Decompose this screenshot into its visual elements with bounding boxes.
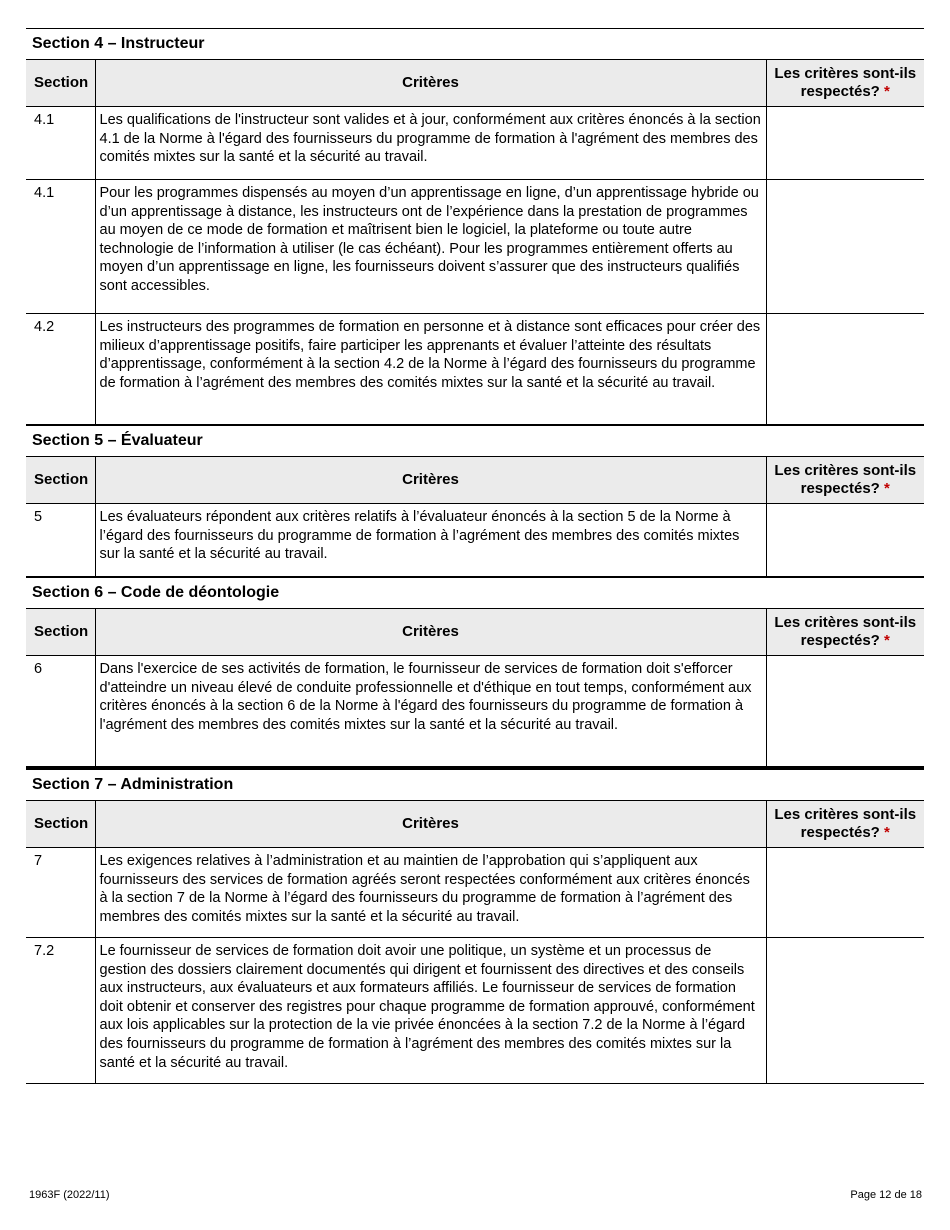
table-row [26, 656, 924, 767]
page-number: Page 12 de 18 [850, 1189, 922, 1201]
criteria-met-cell[interactable] [766, 504, 924, 577]
table-header-row [26, 457, 924, 504]
criteria-met-column-header: Les critères sont-ils respectés? * [766, 60, 924, 107]
section-4-block [26, 28, 924, 425]
required-marker: * [884, 83, 890, 100]
criteria-met-cell[interactable] [766, 848, 924, 938]
table-header-row [26, 609, 924, 656]
criteria-column-header: Critères [95, 609, 766, 656]
criteria-met-cell[interactable] [766, 656, 924, 767]
section-5-block [26, 425, 924, 577]
table-header-row [26, 801, 924, 848]
row-criteria-text: Les évaluateurs répondent aux critères relatifs à l’évaluateur énoncés à la section 5 de la Norme à l’égard des fournisseurs du programme de formation à l’agrément des membres des comités mixtes sur la santé et la sécurité au travail. [95, 504, 766, 577]
criteria-met-cell[interactable] [766, 180, 924, 314]
criteria-met-cell[interactable] [766, 107, 924, 180]
criteria-column-header: Critères [95, 457, 766, 504]
section-column-header: Section [26, 60, 95, 107]
section-title: Section 5 – Évaluateur [26, 425, 924, 456]
section-column-header: Section [26, 609, 95, 656]
criteria-met-column-header: Les critères sont-ils respectés? * [766, 609, 924, 656]
form-identifier: 1963F (2022/11) [29, 1189, 110, 1201]
criteria-table [26, 800, 924, 1084]
row-criteria-text: Pour les programmes dispensés au moyen d’un apprentissage en ligne, d’un apprentissage hybride ou d’un apprentissage à distance, les instructeurs ont de l’expérience dans la prestation de programmes au moyen de ce mode de formation et maîtrisent bien le logiciel, la plateforme ou toute autre technologie de l’information à utiliser (le cas échéant). Pour les programmes entièrement offerts au moyen d’un apprentissage en ligne, les fournisseurs doivent s’assurer que des instructeurs qualifiés sont accessibles. [95, 180, 766, 314]
row-criteria-text: Les instructeurs des programmes de formation en personne et à distance sont efficaces pour créer des milieux d’apprentissage positifs, faire participer les apprenants et évaluer l’atteinte des résultats d’apprentissage, conformément à la section 4.2 de la Norme à l’égard des fournisseurs du programme de formation à l’agrément des membres des comités mixtes sur la santé et la sécurité au travail. [95, 314, 766, 425]
table-row [26, 848, 924, 938]
table-row [26, 938, 924, 1084]
row-section-number: 5 [26, 504, 95, 577]
criteria-met-column-header: Les critères sont-ils respectés? * [766, 801, 924, 848]
criteria-met-cell[interactable] [766, 938, 924, 1084]
criteria-table [26, 456, 924, 577]
section-title: Section 7 – Administration [26, 767, 924, 800]
section-column-header: Section [26, 457, 95, 504]
row-section-number: 6 [26, 656, 95, 767]
section-title: Section 6 – Code de déontologie [26, 577, 924, 608]
table-row [26, 107, 924, 180]
criteria-met-column-header: Les critères sont-ils respectés? * [766, 457, 924, 504]
row-section-number: 4.2 [26, 314, 95, 425]
criteria-table [26, 608, 924, 767]
required-marker: * [884, 632, 890, 649]
criteria-table [26, 59, 924, 425]
row-criteria-text: Les exigences relatives à l’administration et au maintien de l’approbation qui s’appliquent aux fournisseurs des services de formation agréés seront respectées conformément aux critères énoncés à la section 7 de la Norme à l’égard des fournisseurs du programme de formation à l’agrément des membres des comités mixtes sur la santé et la sécurité au travail. [95, 848, 766, 938]
criteria-met-cell[interactable] [766, 314, 924, 425]
criteria-column-header: Critères [95, 801, 766, 848]
section-7-block [26, 767, 924, 1084]
table-header-row [26, 60, 924, 107]
row-section-number: 4.1 [26, 107, 95, 180]
section-6-block [26, 577, 924, 767]
row-criteria-text: Le fournisseur de services de formation doit avoir une politique, un système et un processus de gestion des dossiers clairement documentés qui dirigent et fournissent des directives et des conseils aux instructeurs, aux évaluateurs et aux formateurs affiliés. Le fournisseur de services de formation doit obtenir et conserver des registres pour chaque programme de formation approuvé, conformément aux lois applicables sur la protection de la vie privée énoncées à la section 7.2 de la Norme à l’égard des fournisseurs du programme de formation à l’agrément des membres des comités mixtes sur la santé et la sécurité au travail. [95, 938, 766, 1084]
section-title: Section 4 – Instructeur [26, 28, 924, 59]
section-column-header: Section [26, 801, 95, 848]
row-section-number: 7.2 [26, 938, 95, 1084]
required-marker: * [884, 824, 890, 841]
table-row [26, 504, 924, 577]
required-marker: * [884, 480, 890, 497]
table-row [26, 314, 924, 425]
criteria-column-header: Critères [95, 60, 766, 107]
table-row [26, 180, 924, 314]
row-section-number: 7 [26, 848, 95, 938]
row-criteria-text: Les qualifications de l'instructeur sont valides et à jour, conformément aux critères énoncés à la section 4.1 de la Norme à l'égard des fournisseurs du programme de formation à l'agrément des membres des comités mixtes sur la santé et la sécurité au travail. [95, 107, 766, 180]
row-section-number: 4.1 [26, 180, 95, 314]
row-criteria-text: Dans l'exercice de ses activités de formation, le fournisseur de services de formation doit s'efforcer d'atteindre un niveau élevé de conduite professionnelle et d'éthique en tout temps, conformément aux critères énoncés à la section 6 de la Norme à l'égard des fournisseurs du programme de formation à l'agrément des membres des comités mixtes sur la santé et la sécurité au travail. [95, 656, 766, 767]
